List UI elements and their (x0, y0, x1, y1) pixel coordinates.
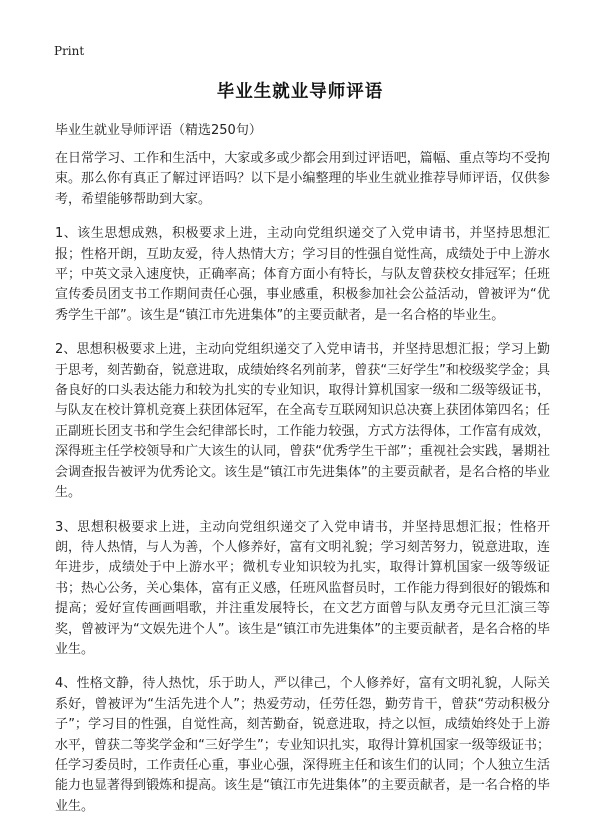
comment-paragraph-4: 4、性格文静，待人热忱，乐于助人，严以律己，个人修养好，富有文明礼貌，人际关系好，曾被评为“生活先进个人”；热爱劳动，任劳任怨，勤劳肯干，曾获“劳动积极分子”；学习目的性强，自觉性高，刻苦勤奋，锐意进取，持之以恒，成绩始终处于上游水平，曾获二等奖学金和“三好学生”；专业知识扎实，取得计算机国家一级等级证书；任学习委员时，工作责任心重，事业心强，深得班主任和该生们的认同；个人独立生活能力也显著得到锻炼和提高。该生是“镇江市先进集体”的主要贡献者，是一名合格的毕业生。 (55, 676, 550, 814)
document-body (55, 149, 550, 831)
comment-paragraph-1: 1、该生思想成熟，积极要求上进，主动向党组织递交了入党申请书，并坚持思想汇报；性格开朗，互助友爱，待人热情大方；学习目的性强自觉性高，成绩处于中上游水平；中英文录入速度快，正确率高；体育方面小有特长，与队友曾获校女排冠军；任班宣传委员团支书工作期间责任心强，事业感重，积极参加社会公益活动，曾被评为“优秀学生干部”。该生是“镇江市先进集体”的主要贡献者，是一名合格的毕业生。 (55, 226, 550, 323)
comment-paragraph-3: 3、思想积极要求上进，主动向党组织递交了入党申请书，并坚持思想汇报；性格开朗，待人热情，与人为善，个人修养好，富有文明礼貌；学习刻苦努力，锐意进取，连年进步，成绩处于中上游水平；微机专业知识较为扎实，取得计算机国家一级等级证书；热心公务，关心集体，富有正义感，任班风监督员时，工作能力得到很好的锻炼和提高；爱好宣传画画唱歌，并注重发展特长，在文艺方面曾与队友勇夺元旦汇演三等奖，曾被评为“文娱先进个人”。该生是“镇江市先进集体”的主要贡献者，是名合格的毕业生。 (55, 519, 550, 657)
document-subtitle: 毕业生就业导师评语（精选250句） (55, 123, 262, 138)
page-title: 毕业生就业导师评语 (216, 82, 384, 102)
comment-paragraph-2: 2、思想积极要求上进，主动向党组织递交了入党申请书，并坚持思想汇报；学习上勤于思考，刻苦勤奋，锐意进取，成绩始终名列前茅，曾获“三好学生”和校级奖学金；具备良好的口头表达能力和较为扎实的专业知识，取得计算机国家一级和二级等级证书，与队友在校计算机竞赛上获团体冠军，在全高专互联网知识总决赛上获团体第四名；任正副班长团支书和学生会纪律部长时，工作能力较强，方式方法得体，工作富有成效，深得班主任学校领导和广大该生的认同，曾获“优秀学生干部”；重视社会实践，暑期社会调查报告被评为优秀论文。该生是“镇江市先进集体”的主要贡献者，是名合格的毕业生。 (55, 342, 550, 501)
intro-paragraph: 在日常学习、工作和生活中，大家或多或少都会用到过评语吧，篇幅、重点等均不受拘束。那么你有真正了解过评语吗？以下是小编整理的毕业生就业推荐导师评语，仅供参考，希望能够帮助到大家。 (55, 151, 550, 207)
print-link[interactable]: Print (54, 44, 85, 58)
